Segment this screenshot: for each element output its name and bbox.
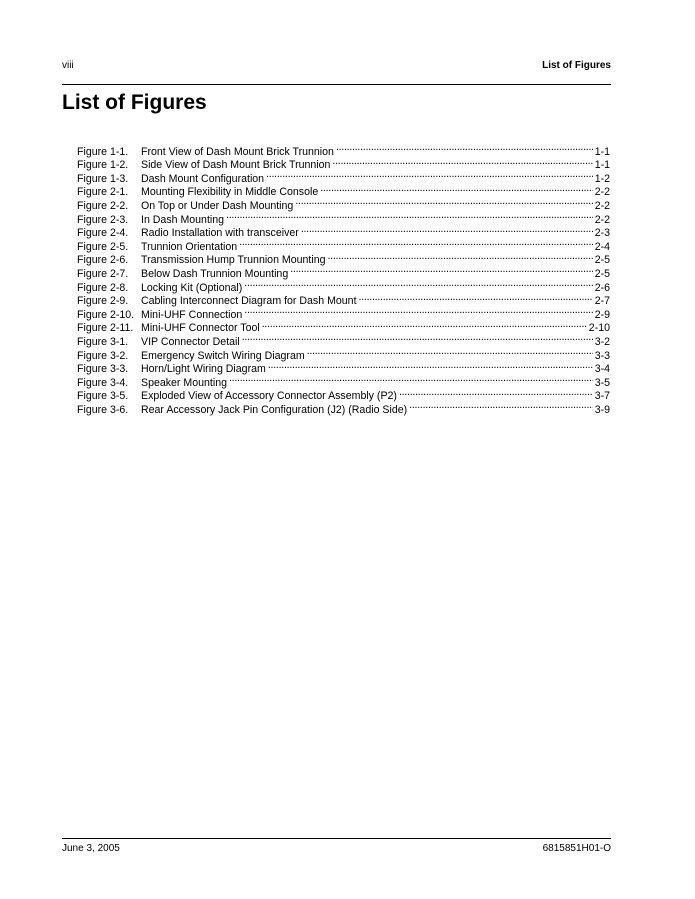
figure-page: 3-7 bbox=[594, 390, 610, 403]
figure-number: Figure 2-8. bbox=[77, 281, 129, 294]
figure-number: Figure 3-6. bbox=[77, 403, 129, 416]
dot-leader bbox=[307, 345, 593, 359]
figure-title: Below Dash Trunnion Mounting bbox=[141, 267, 289, 280]
figure-number: Figure 1-1. bbox=[77, 145, 129, 158]
figure-page: 2-5 bbox=[594, 267, 610, 280]
figure-page: 2-2 bbox=[594, 213, 610, 226]
figure-entry[interactable] bbox=[77, 141, 610, 158]
dot-leader bbox=[328, 250, 593, 264]
header-section-title: List of Figures bbox=[542, 60, 611, 71]
dot-leader bbox=[244, 304, 592, 318]
dot-leader bbox=[332, 155, 592, 169]
header-page-number: viii bbox=[62, 60, 74, 71]
figure-page: 2-4 bbox=[594, 240, 610, 253]
figure-number: Figure 2-10. bbox=[77, 308, 135, 321]
figure-title: Cabling Interconnect Diagram for Dash Mount bbox=[141, 295, 357, 308]
figures-list bbox=[77, 141, 610, 416]
figure-number: Figure 1-3. bbox=[77, 172, 129, 185]
figure-title: Rear Accessory Jack Pin Configuration (J2) (Radio Side) bbox=[141, 403, 408, 416]
figure-number: Figure 3-4. bbox=[77, 376, 129, 389]
figure-page: 2-2 bbox=[594, 186, 610, 199]
figure-page: 2-6 bbox=[594, 281, 610, 294]
figure-page: 3-2 bbox=[594, 335, 610, 348]
figure-title: Emergency Switch Wiring Diagram bbox=[141, 349, 305, 362]
footer-divider bbox=[62, 838, 611, 839]
footer-date: June 3, 2005 bbox=[62, 843, 120, 854]
figure-page: 2-2 bbox=[594, 199, 610, 212]
dot-leader bbox=[295, 195, 592, 209]
figure-page: 1-2 bbox=[594, 172, 610, 185]
figure-title: Mini-UHF Connector Tool bbox=[141, 322, 260, 335]
dot-leader bbox=[242, 331, 593, 345]
figure-number: Figure 2-11. bbox=[77, 322, 134, 335]
figure-title: Side View of Dash Mount Brick Trunnion bbox=[141, 159, 331, 172]
figure-number: Figure 2-7. bbox=[77, 267, 129, 280]
figure-title: Radio Installation with transceiver bbox=[141, 227, 299, 240]
figure-number: Figure 3-2. bbox=[77, 349, 129, 362]
dot-leader bbox=[229, 372, 593, 386]
figure-page: 2-10 bbox=[588, 322, 610, 335]
header-divider bbox=[62, 84, 611, 85]
dot-leader bbox=[409, 399, 593, 413]
figure-title: Exploded View of Accessory Connector Assembly (P2) bbox=[141, 390, 397, 403]
figure-number: Figure 3-5. bbox=[77, 390, 129, 403]
figure-title: Front View of Dash Mount Brick Trunnion bbox=[141, 145, 334, 158]
figure-number: Figure 2-3. bbox=[77, 213, 129, 226]
figure-number: Figure 2-4. bbox=[77, 227, 129, 240]
figure-page: 3-4 bbox=[594, 363, 610, 376]
figure-title: Transmission Hump Trunnion Mounting bbox=[141, 254, 326, 267]
figure-title: In Dash Mounting bbox=[141, 213, 225, 226]
figure-number: Figure 2-6. bbox=[77, 254, 129, 267]
figure-number: Figure 1-2. bbox=[77, 159, 129, 172]
figure-number: Figure 2-9. bbox=[77, 295, 129, 308]
figure-title: Mini-UHF Connection bbox=[141, 308, 243, 321]
figure-title: Mounting Flexibility in Middle Console bbox=[141, 186, 319, 199]
figure-title: Horn/Light Wiring Diagram bbox=[141, 363, 266, 376]
page-header bbox=[62, 57, 611, 71]
figure-page: 2-5 bbox=[594, 254, 610, 267]
dot-leader bbox=[301, 223, 593, 237]
figure-page: 3-5 bbox=[594, 376, 610, 389]
dot-leader bbox=[320, 182, 592, 196]
dot-leader bbox=[262, 318, 587, 332]
dot-leader bbox=[336, 141, 593, 155]
dot-leader bbox=[359, 291, 593, 305]
dot-leader bbox=[290, 263, 592, 277]
figure-title: VIP Connector Detail bbox=[141, 335, 240, 348]
figure-number: Figure 2-2. bbox=[77, 199, 129, 212]
figure-page: 2-7 bbox=[594, 295, 610, 308]
figure-page: 1-1 bbox=[594, 145, 610, 158]
dot-leader bbox=[266, 168, 593, 182]
figure-number: Figure 2-1. bbox=[77, 186, 129, 199]
dot-leader bbox=[268, 359, 593, 373]
figure-title: On Top or Under Dash Mounting bbox=[141, 199, 294, 212]
figure-number: Figure 3-1. bbox=[77, 335, 129, 348]
figure-page: 1-1 bbox=[594, 159, 610, 172]
page-footer bbox=[62, 843, 611, 854]
dot-leader bbox=[239, 236, 593, 250]
figure-title: Speaker Mounting bbox=[141, 376, 227, 389]
page-title: List of Figures bbox=[62, 91, 207, 114]
figure-number: Figure 2-5. bbox=[77, 240, 129, 253]
dot-leader bbox=[399, 386, 593, 400]
dot-leader bbox=[226, 209, 593, 223]
figure-page: 2-3 bbox=[594, 227, 610, 240]
figure-page: 3-3 bbox=[594, 349, 610, 362]
figure-page: 2-9 bbox=[594, 308, 610, 321]
figure-number: Figure 3-3. bbox=[77, 363, 129, 376]
figure-title: Trunnion Orientation bbox=[141, 240, 238, 253]
figure-title: Locking Kit (Optional) bbox=[141, 281, 243, 294]
dot-leader bbox=[244, 277, 592, 291]
figure-page: 3-9 bbox=[594, 403, 610, 416]
footer-doc-number: 6815851H01-O bbox=[542, 843, 611, 854]
figure-title: Dash Mount Configuration bbox=[141, 172, 265, 185]
